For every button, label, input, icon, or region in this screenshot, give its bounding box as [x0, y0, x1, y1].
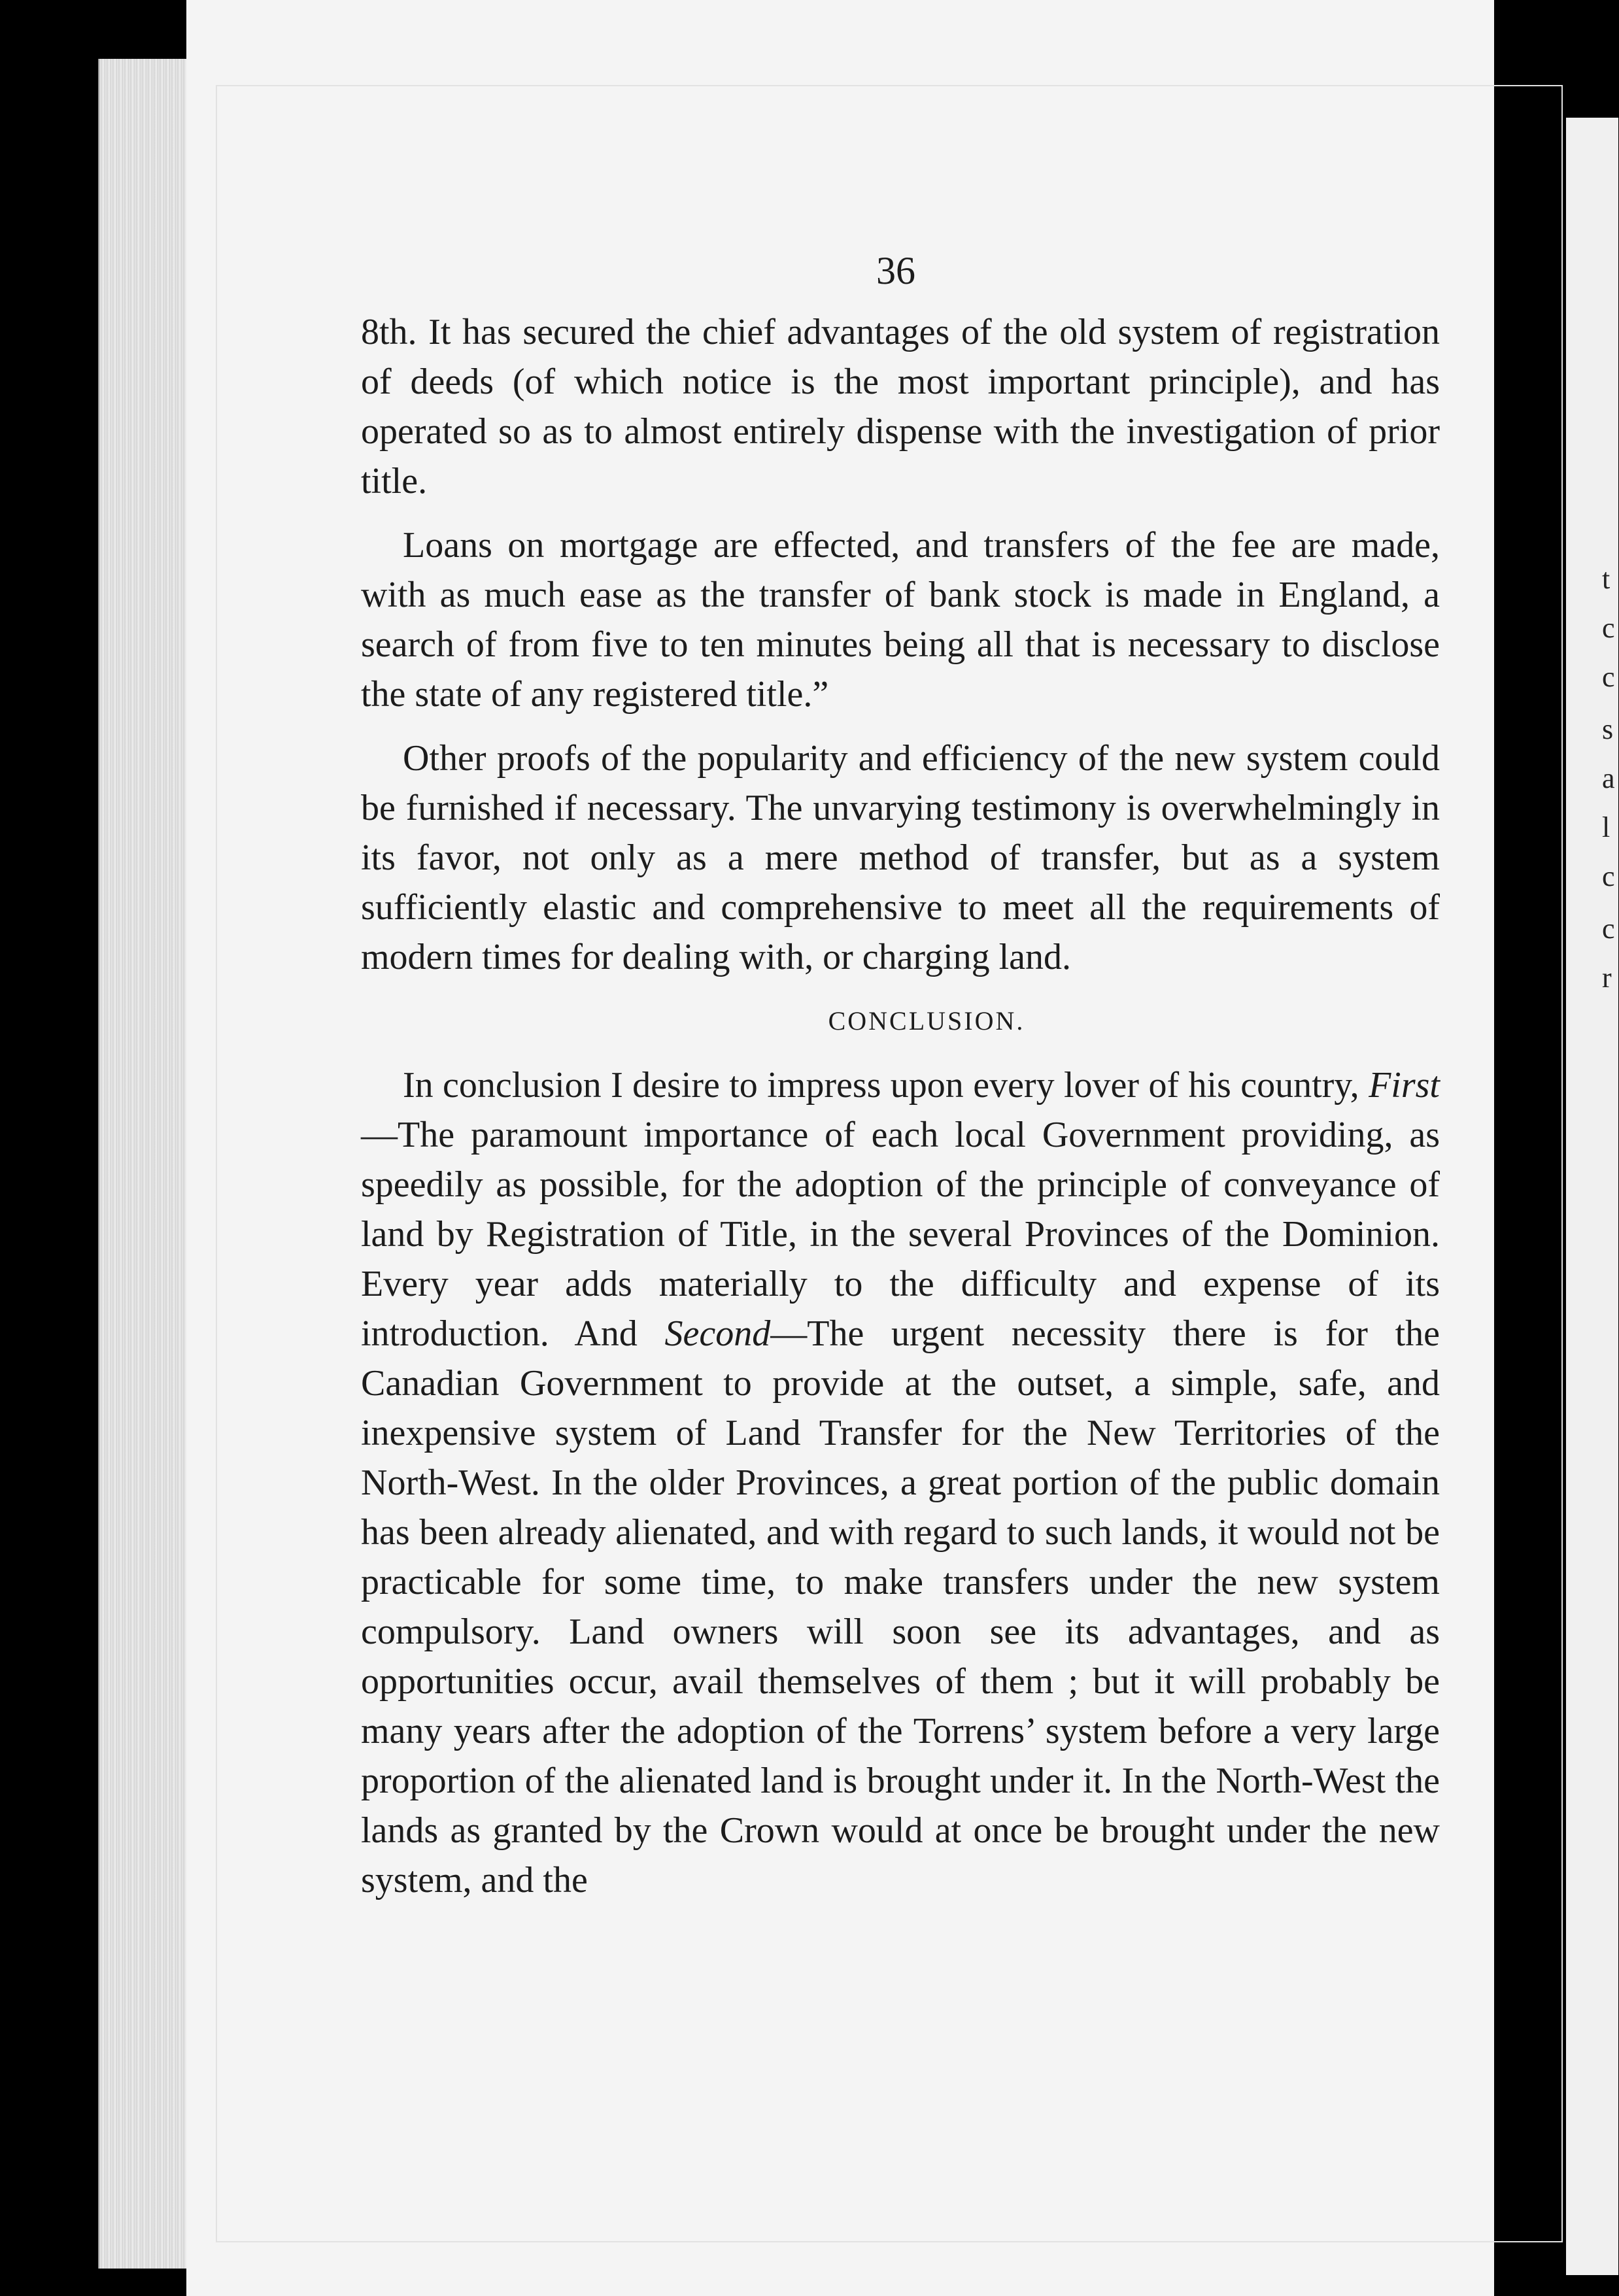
facing-page-glyph: t	[1602, 563, 1610, 595]
emphasis-second: Second	[664, 1313, 771, 1354]
paragraph: Loans on mortgage are effected, and transfers of the fee are made, with as much ease as the transfer of bank stock is made in England, a search of from five to ten minutes being all that is necessary to disclose the state of any registered title.”	[361, 525, 1440, 715]
page-edges	[98, 59, 191, 2269]
facing-page-glyph: a	[1602, 762, 1615, 794]
facing-page-glyph: c	[1602, 860, 1615, 892]
paragraph-text: —The paramount importance of each local Government providing, as speedily as possible, for the adoption of the principle of conveyance of land by Registration of Title, in the several Provinces of the Dominion. Every year adds materially to the difficulty and expense of its introduction. And	[361, 1115, 1440, 1354]
emphasis-first: First	[1369, 1065, 1440, 1106]
paragraph-text: —The urgent necessity there is for the Canadian Government to provide at the outset, a simple, safe, and inexpensive system of Land Transfer for the New Territories of the North-West. In the older Provinces, a great portion of the public domain has been already alienated, and with regard to such lands, it would not be practicable for some time, to make transfers under the new system compulsory. Land owners will soon see its advantages, and as opportunities occur, avail themselves of them ; but it will probably be many years after the adoption of the Torrens’ system before a very large proportion of the alienated land is brought under it. In the North-West the lands as granted by the Crown would at once be brought under the new system, and the	[361, 1313, 1440, 1900]
section-heading	[361, 996, 1440, 1046]
section-heading-text: CONCLUSION.	[828, 1006, 1025, 1036]
page-number: 36	[876, 249, 915, 292]
paragraph: Other proofs of the popularity and efficiency of the new system could be furnished if necessary. The unvarying testimony is overwhelmingly in its favor, not only as a mere method of transfer, but as a system sufficiently elastic and comprehensive to meet all the requirements of modern times for dealing with, or charging land.	[361, 738, 1440, 977]
facing-page-glyph: r	[1602, 962, 1612, 994]
page-body	[361, 307, 1440, 1919]
facing-page-glyph: s	[1602, 713, 1614, 745]
facing-page-glyph: c	[1602, 913, 1615, 945]
paragraph: 8th. It has secured the chief advantages of the old system of registration of deeds (of which notice is the most important principle), and has operated so as to almost entirely dispense with the investigation of prior title.	[361, 312, 1440, 501]
paragraph	[361, 1060, 1440, 1905]
facing-page-glyph: c	[1602, 612, 1615, 644]
facing-page-glyph: l	[1602, 811, 1610, 843]
facing-page-glyph: c	[1602, 661, 1615, 693]
paragraph-text: In conclusion I desire to impress upon every lover of his country,	[403, 1065, 1369, 1106]
facing-page-edge	[1566, 118, 1618, 2275]
